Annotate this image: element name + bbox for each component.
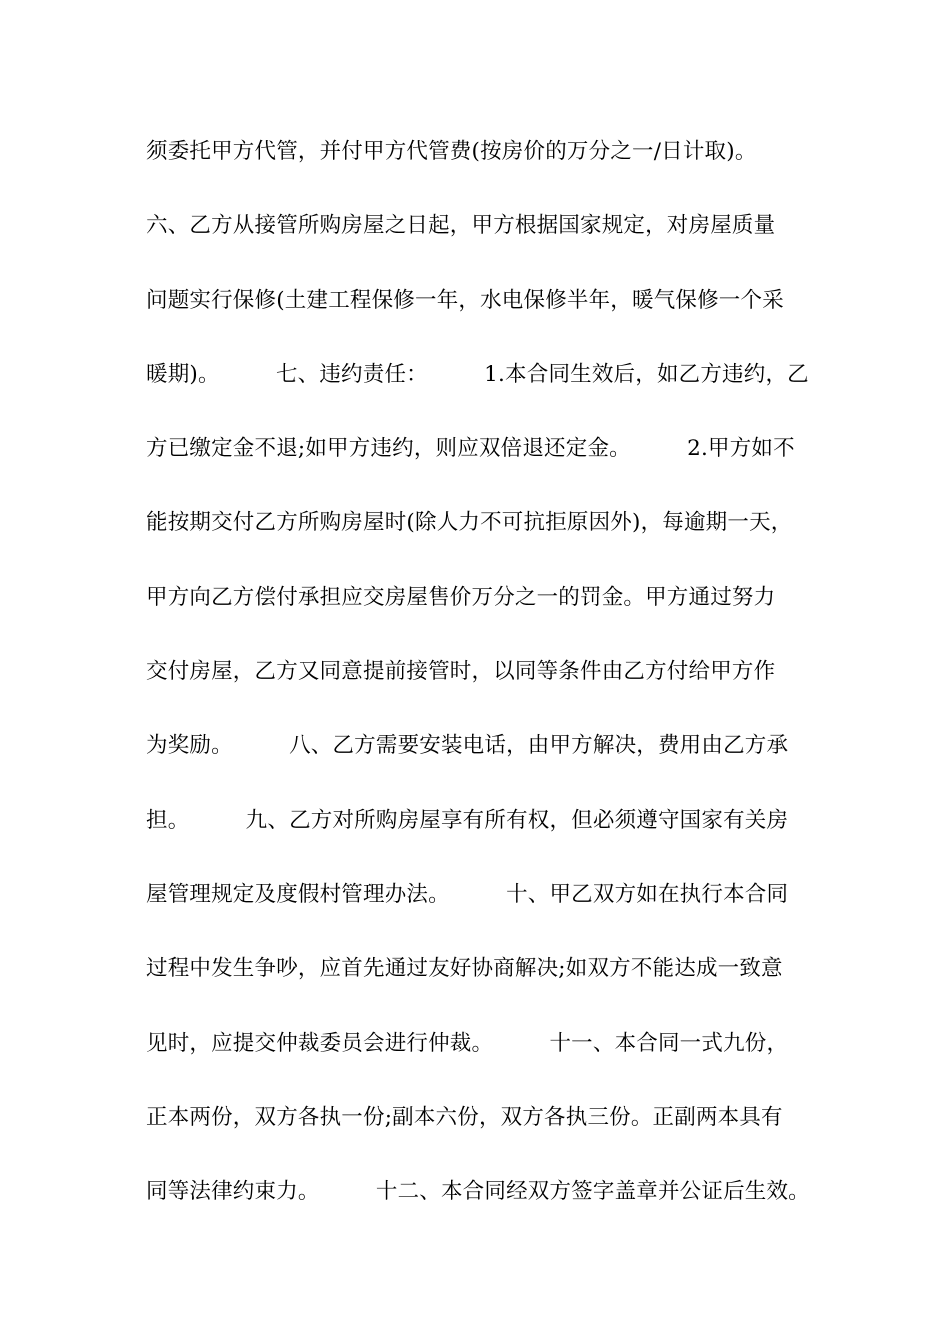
text-line: 为奖励。 八、乙方需要安装电话，由甲方解决，费用由乙方承: [146, 733, 789, 759]
text-line: 正本两份，双方各执一份;副本六份，双方各执三份。正副两本具有: [146, 1104, 783, 1130]
text-line: 六、乙方从接管所购房屋之日起，甲方根据国家规定，对房屋质量: [146, 213, 776, 239]
text-line: 见时，应提交仲裁委员会进行仲裁。 十一、本合同一式九份，: [146, 1030, 789, 1056]
text-line: 同等法律约束力。 十二、本合同经双方签字盖章并公证后生效。: [146, 1179, 810, 1205]
text-line: 须委托甲方代管，并付甲方代管费(按房价的万分之一/日计取)。: [146, 139, 757, 164]
text-line: 担。 九、乙方对所购房屋享有所有权，但必须遵守国家有关房: [146, 807, 789, 833]
text-line: 甲方向乙方偿付承担应交房屋售价万分之一的罚金。甲方通过努力: [146, 584, 776, 610]
contract-text-body: [146, 132, 816, 1246]
text-line: 交付房屋，乙方又同意提前接管时，以同等条件由乙方付给甲方作: [146, 659, 776, 685]
text-line: 问题实行保修(土建工程保修一年，水电保修半年，暖气保修一个采: [146, 287, 784, 313]
text-line: 暖期)。 七、违约责任： 1.本合同生效后，如乙方违约，乙: [146, 361, 809, 387]
text-line: 屋管理规定及度假村管理办法。 十、甲乙双方如在执行本合同: [146, 881, 789, 907]
text-line: 能按期交付乙方所购房屋时(除人力不可抗拒原因外)，每逾期一天，: [146, 510, 793, 536]
text-line: 方已缴定金不退;如甲方违约，则应双倍退还定金。 2.甲方如不: [146, 436, 795, 462]
text-line: 过程中发生争吵，应首先通过友好协商解决;如双方不能达成一致意: [146, 956, 783, 982]
